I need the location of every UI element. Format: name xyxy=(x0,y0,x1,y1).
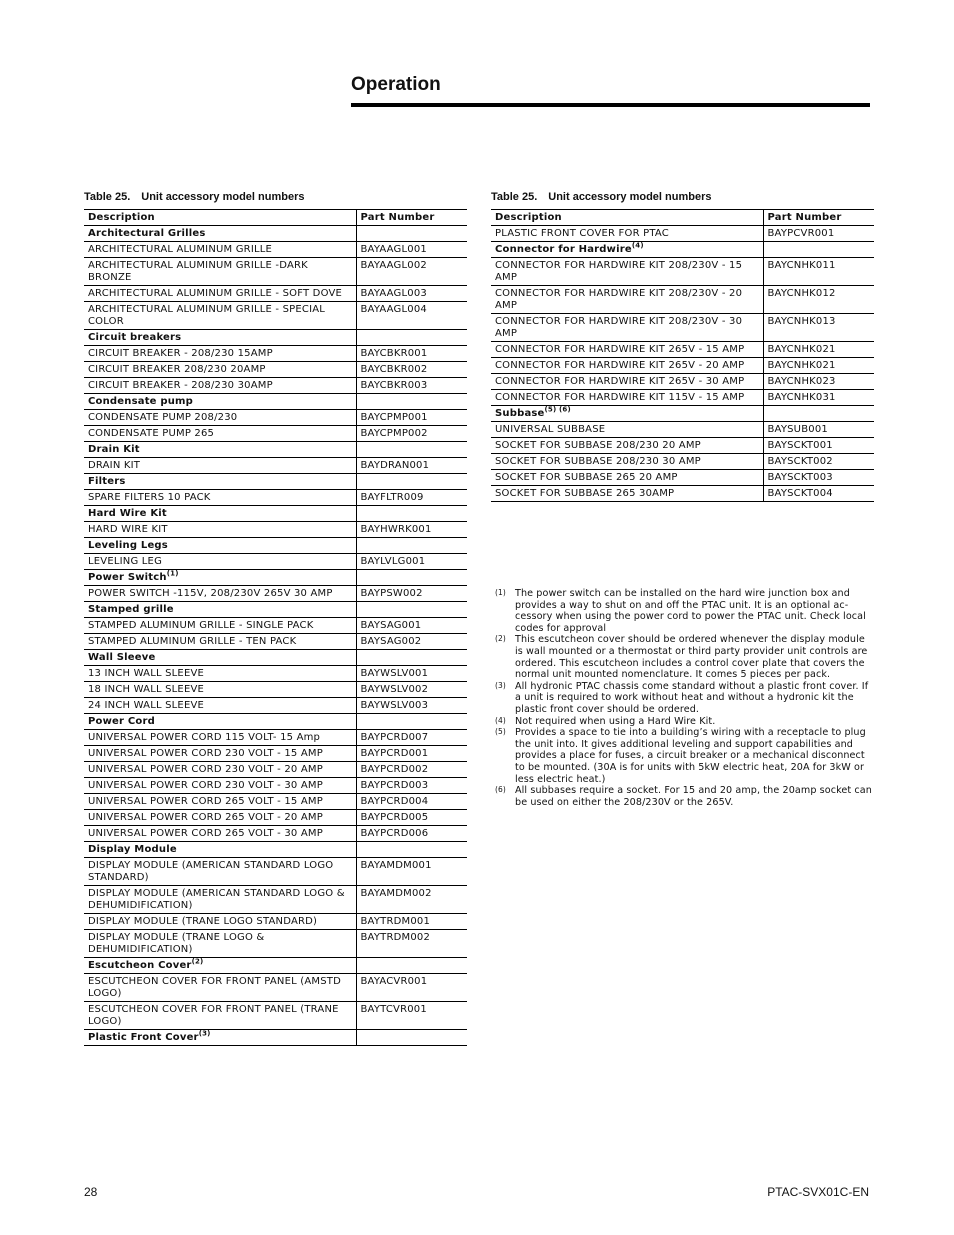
description-text: CONNECTOR FOR HARDWIRE KIT 265V - 20 AMP xyxy=(495,360,745,371)
footnote xyxy=(492,727,874,785)
footnote-reference: (4) xyxy=(631,241,644,250)
description-text: SOCKET FOR SUBBASE 208/230 20 AMP xyxy=(495,440,701,451)
part-number-cell xyxy=(356,506,467,522)
description-text: UNIVERSAL POWER CORD 115 VOLT- 15 Amp xyxy=(88,732,321,743)
table-group-row xyxy=(84,842,467,858)
description-cell xyxy=(491,470,763,486)
footnote-number: (4) xyxy=(495,715,506,725)
description-text: 18 INCH WALL SLEEVE xyxy=(88,684,205,695)
table-row xyxy=(491,390,874,406)
table-row xyxy=(84,490,467,506)
table-row xyxy=(84,762,467,778)
description-text: CONDENSATE PUMP 265 xyxy=(88,428,215,439)
description-text: ARCHITECTURAL ALUMINUM GRILLE - SPECIAL COLOR xyxy=(88,304,326,327)
description-cell xyxy=(84,602,356,618)
description-cell xyxy=(84,586,356,602)
table-group-row xyxy=(84,442,467,458)
description-cell xyxy=(84,810,356,826)
description-cell xyxy=(491,314,763,342)
table-group-row xyxy=(84,714,467,730)
description-cell xyxy=(84,570,356,586)
description-text: CONNECTOR FOR HARDWIRE KIT 265V - 30 AMP xyxy=(495,376,745,387)
description-cell xyxy=(491,486,763,502)
description-text: STAMPED ALUMINUM GRILLE - SINGLE PACK xyxy=(88,620,314,631)
description-cell xyxy=(491,242,763,258)
description-cell xyxy=(84,242,356,258)
description-text: DISPLAY MODULE (TRANE LOGO & DEHUMIDIFICATION) xyxy=(88,932,265,955)
footnote-number: (3) xyxy=(495,680,506,690)
table-row xyxy=(84,778,467,794)
table-group-row xyxy=(84,330,467,346)
table-row xyxy=(491,454,874,470)
footnote-text: This escutcheon cover should be ordered whenever the display module is wall mounted or a thermostat or third party provider unit controls are ordered. This escutcheon includes a control cover plate that covers the normal unit mounted nomenclature. It comes 5 pieces per pack. xyxy=(515,634,868,681)
part-number-cell: BAYPCRD002 xyxy=(356,762,467,778)
description-text: SPARE FILTERS 10 PACK xyxy=(88,492,211,503)
description-text: Escutcheon Cover xyxy=(88,960,192,971)
table-row xyxy=(84,286,467,302)
footnote-number: (5) xyxy=(495,727,506,737)
table-row xyxy=(491,422,874,438)
part-number-cell: BAYPCRD006 xyxy=(356,826,467,842)
part-number-cell: BAYCBKR002 xyxy=(356,362,467,378)
table-group-row xyxy=(84,226,467,242)
part-number-cell: BAYCNHK011 xyxy=(763,258,874,286)
description-cell xyxy=(84,490,356,506)
description-text: ARCHITECTURAL ALUMINUM GRILLE - SOFT DOVE xyxy=(88,288,343,299)
table-row xyxy=(491,438,874,454)
description-cell xyxy=(84,442,356,458)
part-number-cell: BAYWSLV002 xyxy=(356,682,467,698)
description-text: DISPLAY MODULE (AMERICAN STANDARD LOGO STANDARD) xyxy=(88,860,334,883)
footnote xyxy=(492,588,874,634)
description-text: Architectural Grilles xyxy=(88,228,206,239)
description-cell xyxy=(84,778,356,794)
description-text: Power Cord xyxy=(88,716,155,727)
part-number-cell: BAYAAGL003 xyxy=(356,286,467,302)
table-row xyxy=(84,458,467,474)
footnote-text: The power switch can be installed on the hard wire junction box and provides a way to shut on and off the PTAC unit. It is an optional ac-cessory when using the power cord to power the PTAC unit. Check local codes for approval xyxy=(515,588,866,634)
description-cell xyxy=(84,474,356,490)
description-text: Filters xyxy=(88,476,126,487)
footnote-reference: (5) (6) xyxy=(544,405,571,414)
table-group-row xyxy=(84,474,467,490)
description-cell xyxy=(84,258,356,286)
description-text: DRAIN KIT xyxy=(88,460,141,471)
part-number-cell: BAYPCVR001 xyxy=(763,226,874,242)
part-number-cell xyxy=(356,1030,467,1046)
part-number-cell xyxy=(356,330,467,346)
part-number-cell: BAYPCRD005 xyxy=(356,810,467,826)
table-row xyxy=(84,346,467,362)
footnote xyxy=(492,634,874,680)
description-cell xyxy=(84,522,356,538)
description-text: CONNECTOR FOR HARDWIRE KIT 208/230V - 20 AMP xyxy=(495,288,743,311)
part-number-cell: BAYAMDM001 xyxy=(356,858,467,886)
description-text: 13 INCH WALL SLEEVE xyxy=(88,668,205,679)
description-text: ARCHITECTURAL ALUMINUM GRILLE -DARK BRONZE xyxy=(88,260,308,283)
table-group-row xyxy=(84,394,467,410)
description-text: Subbase xyxy=(495,408,545,419)
footnote-number: (2) xyxy=(495,634,506,644)
footnote-number: (1) xyxy=(495,588,506,597)
description-cell xyxy=(84,714,356,730)
description-cell xyxy=(84,618,356,634)
part-number-cell xyxy=(356,538,467,554)
description-cell xyxy=(84,974,356,1002)
description-cell xyxy=(491,374,763,390)
description-text: HARD WIRE KIT xyxy=(88,524,168,535)
description-cell xyxy=(84,226,356,242)
table-row xyxy=(84,634,467,650)
description-text: Hard Wire Kit xyxy=(88,508,167,519)
table-header-row xyxy=(84,210,467,226)
description-cell xyxy=(84,698,356,714)
description-text: CONNECTOR FOR HARDWIRE KIT 115V - 15 AMP xyxy=(495,392,745,403)
column-header-part-number: Part Number xyxy=(763,210,874,226)
part-number-cell: BAYCNHK013 xyxy=(763,314,874,342)
description-text: Circuit breakers xyxy=(88,332,182,343)
description-text: PLASTIC FRONT COVER FOR PTAC xyxy=(495,228,669,239)
table-row xyxy=(84,826,467,842)
description-cell xyxy=(491,454,763,470)
table-row xyxy=(84,886,467,914)
table-row xyxy=(491,486,874,502)
part-number-cell xyxy=(763,406,874,422)
table-row xyxy=(84,302,467,330)
description-text: CIRCUIT BREAKER - 208/230 15AMP xyxy=(88,348,273,359)
part-number-cell: BAYPCRD001 xyxy=(356,746,467,762)
description-cell xyxy=(84,410,356,426)
table-row xyxy=(491,342,874,358)
table-footnotes xyxy=(492,588,874,808)
right-accessory-table xyxy=(491,209,874,502)
part-number-cell xyxy=(356,842,467,858)
description-text: CIRCUIT BREAKER 208/230 20AMP xyxy=(88,364,266,375)
part-number-cell: BAYLVLG001 xyxy=(356,554,467,570)
description-cell xyxy=(491,422,763,438)
table-row xyxy=(491,286,874,314)
table-row xyxy=(84,362,467,378)
table-group-row xyxy=(84,958,467,974)
table-row xyxy=(491,258,874,286)
description-text: Display Module xyxy=(88,844,177,855)
right-table-caption: Table 25. Unit accessory model numbers xyxy=(491,191,712,203)
description-cell xyxy=(84,538,356,554)
part-number-cell: BAYSCKT001 xyxy=(763,438,874,454)
table-row xyxy=(491,374,874,390)
footnote-text: Provides a space to tie into a building’s wiring with a receptacle to plug the unit into. It gives additional leveling and support capabilities and provides a place for fuses, a circuit breaker or a mechanical disconnect to be mounted. (30A is for units with 5kW electric heat, 20A for 3kW or less electric heat.) xyxy=(515,727,866,785)
column-header-description: Description xyxy=(84,210,356,226)
description-cell xyxy=(491,342,763,358)
description-cell xyxy=(84,826,356,842)
part-number-cell: BAYAAGL004 xyxy=(356,302,467,330)
description-text: DISPLAY MODULE (AMERICAN STANDARD LOGO & DEHUMIDIFICATION) xyxy=(88,888,345,911)
page-title: Operation xyxy=(351,74,441,95)
description-cell xyxy=(491,286,763,314)
description-cell xyxy=(84,914,356,930)
part-number-cell xyxy=(356,442,467,458)
table-row xyxy=(84,258,467,286)
part-number-cell: BAYSUB001 xyxy=(763,422,874,438)
description-cell xyxy=(84,362,356,378)
part-number-cell: BAYCBKR003 xyxy=(356,378,467,394)
table-row xyxy=(491,358,874,374)
part-number-cell: BAYCNHK012 xyxy=(763,286,874,314)
table-row xyxy=(84,810,467,826)
table-row xyxy=(84,974,467,1002)
footnote-text: All hydronic PTAC chassis come standard without a plastic front cover. If a unit is required to work without heat and without a hydronic kit the plastic front cover should be ordered. xyxy=(515,680,869,715)
part-number-cell xyxy=(763,242,874,258)
description-text: ARCHITECTURAL ALUMINUM GRILLE xyxy=(88,244,273,255)
description-cell xyxy=(84,554,356,570)
footnote-reference: (3) xyxy=(198,1029,211,1038)
part-number-cell: BAYCPMP002 xyxy=(356,426,467,442)
footnote-number: (6) xyxy=(495,785,506,795)
table-group-row xyxy=(84,506,467,522)
description-cell xyxy=(84,682,356,698)
table-row xyxy=(84,522,467,538)
part-number-cell xyxy=(356,602,467,618)
part-number-cell: BAYWSLV003 xyxy=(356,698,467,714)
description-text: UNIVERSAL POWER CORD 230 VOLT - 15 AMP xyxy=(88,748,323,759)
description-cell xyxy=(491,390,763,406)
description-text: Drain Kit xyxy=(88,444,140,455)
description-text: LEVELING LEG xyxy=(88,556,163,567)
description-cell xyxy=(84,302,356,330)
part-number-cell: BAYACVR001 xyxy=(356,974,467,1002)
part-number-cell: BAYAMDM002 xyxy=(356,886,467,914)
table-row xyxy=(84,554,467,570)
table-row xyxy=(491,314,874,342)
part-number-cell: BAYPSW002 xyxy=(356,586,467,602)
table-row xyxy=(84,378,467,394)
title-rule xyxy=(351,103,870,107)
footnote-text: Not required when using a Hard Wire Kit. xyxy=(515,715,716,727)
description-text: Wall Sleeve xyxy=(88,652,156,663)
description-text: UNIVERSAL POWER CORD 265 VOLT - 15 AMP xyxy=(88,796,323,807)
part-number-cell: BAYTRDM001 xyxy=(356,914,467,930)
part-number-cell xyxy=(356,570,467,586)
description-cell xyxy=(84,458,356,474)
part-number-cell xyxy=(356,958,467,974)
part-number-cell: BAYAAGL002 xyxy=(356,258,467,286)
description-text: Condensate pump xyxy=(88,396,193,407)
part-number-cell: BAYSAG002 xyxy=(356,634,467,650)
part-number-cell: BAYCNHK023 xyxy=(763,374,874,390)
footnote xyxy=(492,785,874,808)
description-cell xyxy=(84,506,356,522)
description-cell xyxy=(491,226,763,242)
description-text: SOCKET FOR SUBBASE 208/230 30 AMP xyxy=(495,456,701,467)
part-number-cell: BAYFLTR009 xyxy=(356,490,467,506)
description-text: SOCKET FOR SUBBASE 265 30AMP xyxy=(495,488,675,499)
column-header-part-number: Part Number xyxy=(356,210,467,226)
description-text: 24 INCH WALL SLEEVE xyxy=(88,700,205,711)
part-number-cell: BAYSCKT003 xyxy=(763,470,874,486)
part-number-cell xyxy=(356,474,467,490)
description-cell xyxy=(84,930,356,958)
description-text: ESCUTCHEON COVER FOR FRONT PANEL (AMSTD LOGO) xyxy=(88,976,342,999)
description-text: UNIVERSAL POWER CORD 265 VOLT - 20 AMP xyxy=(88,812,323,823)
left-table-caption: Table 25. Unit accessory model numbers xyxy=(84,191,305,203)
description-cell xyxy=(491,258,763,286)
description-text: UNIVERSAL SUBBASE xyxy=(495,424,606,435)
table-row xyxy=(84,858,467,886)
description-text: UNIVERSAL POWER CORD 265 VOLT - 30 AMP xyxy=(88,828,323,839)
table-group-row xyxy=(84,570,467,586)
footnote xyxy=(492,681,874,716)
table-group-row xyxy=(84,602,467,618)
description-text: UNIVERSAL POWER CORD 230 VOLT - 20 AMP xyxy=(88,764,323,775)
description-cell xyxy=(84,346,356,362)
part-number-cell: BAYPCRD007 xyxy=(356,730,467,746)
table-row xyxy=(84,666,467,682)
description-cell xyxy=(84,394,356,410)
table-row xyxy=(491,470,874,486)
part-number-cell xyxy=(356,714,467,730)
table-row xyxy=(84,618,467,634)
part-number-cell: BAYCNHK031 xyxy=(763,390,874,406)
part-number-cell: BAYPCRD003 xyxy=(356,778,467,794)
part-number-cell: BAYCBKR001 xyxy=(356,346,467,362)
part-number-cell: BAYHWRK001 xyxy=(356,522,467,538)
description-cell xyxy=(84,958,356,974)
column-header-description: Description xyxy=(491,210,763,226)
left-accessory-table xyxy=(84,209,467,1046)
part-number-cell: BAYSCKT004 xyxy=(763,486,874,502)
description-cell xyxy=(84,842,356,858)
table-row xyxy=(84,410,467,426)
description-cell xyxy=(84,886,356,914)
description-cell xyxy=(84,634,356,650)
table-row xyxy=(84,1002,467,1030)
description-text: DISPLAY MODULE (TRANE LOGO STANDARD) xyxy=(88,916,318,927)
description-text: Stamped grille xyxy=(88,604,174,615)
description-text: ESCUTCHEON COVER FOR FRONT PANEL (TRANE LOGO) xyxy=(88,1004,339,1027)
part-number-cell: BAYCNHK021 xyxy=(763,342,874,358)
table-row xyxy=(84,242,467,258)
description-text: POWER SWITCH -115V, 208/230V 265V 30 AMP xyxy=(88,588,333,599)
page-number: 28 xyxy=(84,1185,98,1199)
description-text: CIRCUIT BREAKER - 208/230 30AMP xyxy=(88,380,273,391)
description-cell xyxy=(84,378,356,394)
part-number-cell xyxy=(356,394,467,410)
description-cell xyxy=(84,762,356,778)
description-text: CONNECTOR FOR HARDWIRE KIT 208/230V - 30 AMP xyxy=(495,316,743,339)
description-text: Power Switch xyxy=(88,572,167,583)
description-cell xyxy=(84,330,356,346)
part-number-cell xyxy=(356,650,467,666)
description-cell xyxy=(84,730,356,746)
part-number-cell: BAYCPMP001 xyxy=(356,410,467,426)
table-group-row xyxy=(84,650,467,666)
description-text: CONDENSATE PUMP 208/230 xyxy=(88,412,238,423)
part-number-cell: BAYTRDM002 xyxy=(356,930,467,958)
table-group-row xyxy=(84,538,467,554)
table-row xyxy=(84,746,467,762)
footnote xyxy=(492,716,874,728)
table-row xyxy=(84,586,467,602)
description-cell xyxy=(84,286,356,302)
description-cell xyxy=(84,1002,356,1030)
description-text: UNIVERSAL POWER CORD 230 VOLT - 30 AMP xyxy=(88,780,323,791)
table-row xyxy=(84,930,467,958)
footnote-reference: (2) xyxy=(191,957,204,966)
description-text: CONNECTOR FOR HARDWIRE KIT 265V - 15 AMP xyxy=(495,344,745,355)
description-cell xyxy=(491,406,763,422)
description-text: SOCKET FOR SUBBASE 265 20 AMP xyxy=(495,472,678,483)
description-text: Plastic Front Cover xyxy=(88,1032,199,1043)
table-row xyxy=(84,914,467,930)
document-id: PTAC-SVX01C-EN xyxy=(767,1185,869,1199)
table-row xyxy=(491,226,874,242)
description-text: Leveling Legs xyxy=(88,540,168,551)
table-header-row xyxy=(491,210,874,226)
part-number-cell: BAYCNHK021 xyxy=(763,358,874,374)
description-cell xyxy=(491,358,763,374)
description-text: Connector for Hardwire xyxy=(495,244,632,255)
description-cell xyxy=(84,746,356,762)
table-group-row xyxy=(84,1030,467,1046)
description-cell xyxy=(84,650,356,666)
description-text: CONNECTOR FOR HARDWIRE KIT 208/230V - 15 AMP xyxy=(495,260,743,283)
table-row xyxy=(84,426,467,442)
part-number-cell: BAYSAG001 xyxy=(356,618,467,634)
part-number-cell: BAYAAGL001 xyxy=(356,242,467,258)
footnote-text: All subbases require a socket. For 15 and 20 amp, the 20amp socket can be used on either the 208/230V or the 265V. xyxy=(515,785,872,808)
table-group-row xyxy=(491,242,874,258)
description-cell xyxy=(491,438,763,454)
table-row xyxy=(84,730,467,746)
description-text: STAMPED ALUMINUM GRILLE - TEN PACK xyxy=(88,636,297,647)
description-cell xyxy=(84,426,356,442)
part-number-cell: BAYWSLV001 xyxy=(356,666,467,682)
part-number-cell xyxy=(356,226,467,242)
part-number-cell: BAYTCVR001 xyxy=(356,1002,467,1030)
part-number-cell: BAYSCKT002 xyxy=(763,454,874,470)
table-row xyxy=(84,698,467,714)
description-cell xyxy=(84,666,356,682)
description-cell xyxy=(84,1030,356,1046)
part-number-cell: BAYPCRD004 xyxy=(356,794,467,810)
footnote-reference: (1) xyxy=(166,569,179,578)
description-cell xyxy=(84,794,356,810)
table-group-row xyxy=(491,406,874,422)
table-row xyxy=(84,794,467,810)
table-row xyxy=(84,682,467,698)
description-cell xyxy=(84,858,356,886)
part-number-cell: BAYDRAN001 xyxy=(356,458,467,474)
